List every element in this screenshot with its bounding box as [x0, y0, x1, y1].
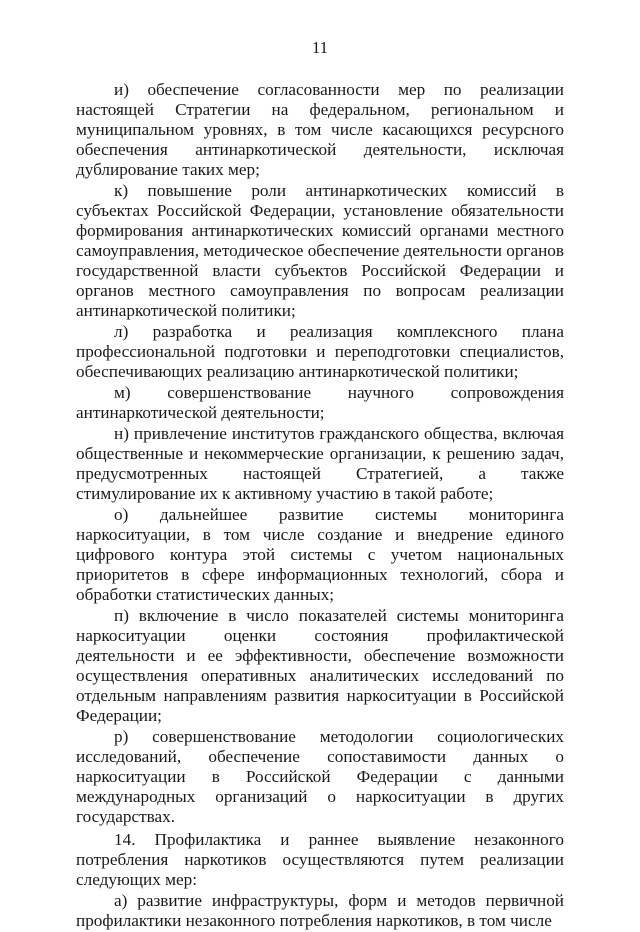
paragraph-a: а) развитие инфраструктуры, форм и методов первичной профилактики незаконного потребления наркотиков, в том числе	[76, 891, 564, 930]
paragraph-n: н) привлечение институтов гражданского общества, включая общественные и некоммерческие организации, к решению задач, предусмотренных настоящей Стратегией, а также стимулирование их к активному участию в такой работе;	[76, 424, 564, 503]
paragraph-k: к) повышение роли антинаркотических комиссий в субъектах Российской Федерации, установление обязательности формирования антинаркотических комиссий органами местного самоуправления, методическое обеспечение деятельности органов государственной власти субъектов Российской Федерации и органов местного самоуправления по вопросам реализации антинаркотической политики;	[76, 181, 564, 320]
paragraph-i: и) обеспечение согласованности мер по реализации настоящей Стратегии на федеральном, региональном и муниципальном уровнях, в том числе касающихся ресурсного обеспечения антинаркотической деятельности, исключая дублирование таких мер;	[76, 80, 564, 179]
document-body	[76, 80, 564, 932]
paragraph-r: р) совершенствование методологии социологических исследований, обеспечение сопоставимости данных о наркоситуации в Российской Федерации с данными международных организаций о наркоситуации в других государствах.	[76, 727, 564, 826]
paragraph-m: м) совершенствование научного сопровождения антинаркотической деятельности;	[76, 383, 564, 422]
page-number: 11	[311, 38, 329, 57]
paragraph-14: 14. Профилактика и раннее выявление незаконного потребления наркотиков осуществляются путем реализации следующих мер:	[76, 830, 564, 889]
paragraph-o: о) дальнейшее развитие системы мониторинга наркоситуации, в том числе создание и внедрение единого цифрового контура этой системы с учетом национальных приоритетов в сфере информационных технологий, сбора и обработки статистических данных;	[76, 505, 564, 604]
paragraph-l: л) разработка и реализация комплексного плана профессиональной подготовки и переподготовки специалистов, обеспечивающих реализацию антинаркотической политики;	[76, 322, 564, 381]
paragraph-p: п) включение в число показателей системы мониторинга наркоситуации оценки состояния профилактической деятельности и ее эффективности, обеспечение возможности осуществления оперативных аналитических исследований по отдельным направлениям развития наркоситуации в Российской Федерации;	[76, 606, 564, 725]
